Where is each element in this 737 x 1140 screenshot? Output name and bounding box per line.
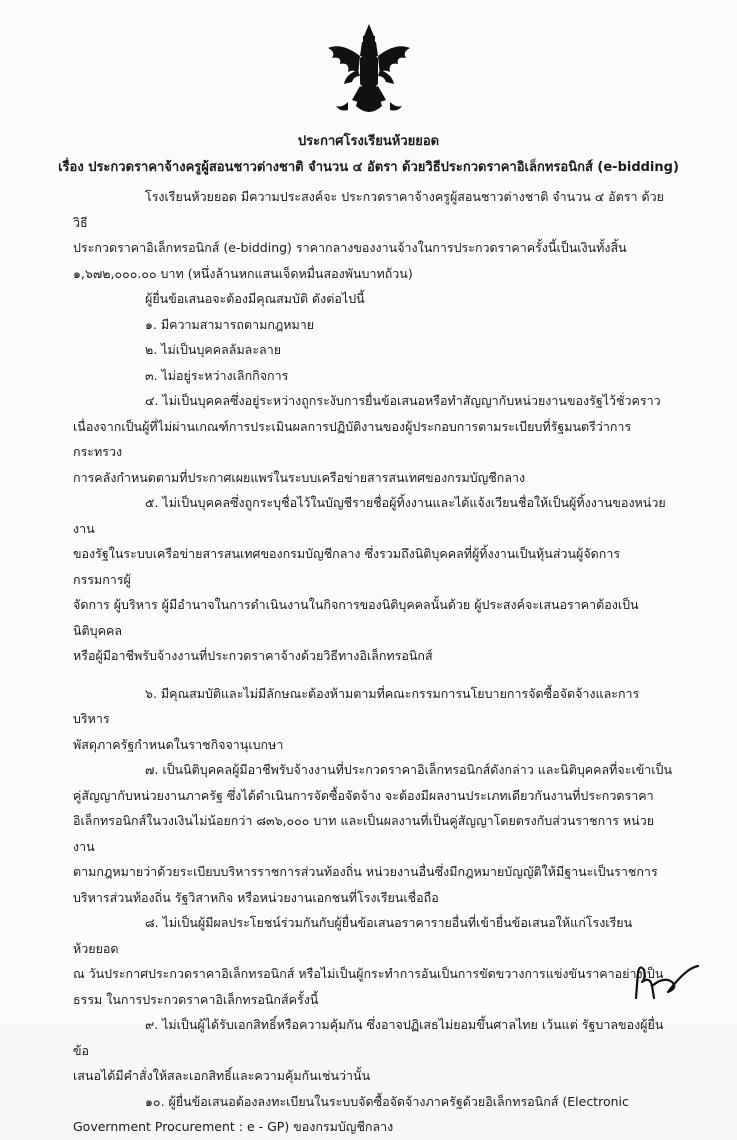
garuda-emblem-icon [322,22,416,120]
announcement-subject: เรื่อง ประกวดราคาจ้างครูผู้สอนชาวต่างชาติ จำนวน ๔ อัตรา ด้วยวิธีประกวดราคาอิเล็กทรอนิกส์ (e-bidding) [58,160,679,175]
document-body [73,184,673,1140]
announcement-organization: ประกาศโรงเรียนห้วยยอด [297,134,440,149]
qualification-item: ๙. ไม่เป็นผู้ได้รับเอกสิทธิ์หรือความคุ้มกัน ซึ่งอาจปฏิเสธไม่ยอมขึ้นศาลไทย เว้นแต่ รัฐบาลของผู้ยื่นข้อ [73,1017,664,1058]
qualification-item-cont: การคลังกำหนดตามที่ประกาศเผยแพร่ในระบบเครือข่ายสารสนเทศของกรมบัญชีกลาง [73,469,526,485]
qualification-item: ๑. มีความสามารถตามกฎหมาย [145,316,315,332]
qualification-item-cont: ธรรม ในการประกวดราคาอิเล็กทรอนิกส์ครั้งนี้ [73,991,319,1007]
qualification-item-cont: บริหารส่วนท้องถิ่น รัฐวิสาหกิจ หรือหน่วยงานเอกชนที่โรงเรียนเชื่อถือ [73,889,439,905]
qualification-item: ๘. ไม่เป็นผู้มีผลประโยชน์ร่วมกันกับผู้ยื่นข้อเสนอราคารายอื่นที่เข้ายื่นข้อเสนอให้แก่โรงเรียนห้วยยอด [73,915,633,956]
qualification-item-cont: ของรัฐในระบบเครือข่ายสารสนเทศของกรมบัญชีกลาง ซึ่งรวมถึงนิติบุคคลที่ผู้ทิ้งงานเป็นหุ้นส่วนผู้จัดการ กรรมการผู้ [73,546,621,587]
qualification-item-cont: หรือผู้มีอาชีพรับจ้างงานที่ประกวดราคาจ้างด้วยวิธีทางอิเล็กทรอนิกส์ [73,648,433,663]
qualification-item-cont: คู่สัญญากับหน่วยงานภาครัฐ ซึ่งได้ดำเนินการจัดซื้อจัดจ้าง จะต้องมีผลงานประเภทเดียวกันงานที่ประกวดราคา [73,787,654,803]
qualification-item-cont: ตามกฎหมายว่าด้วยระเบียบบริหารราชการส่วนท้องถิ่น หน่วยงานอื่นซึ่งมีกฎหมายบัญญัติให้มีฐานะเป็นราชการ [73,864,658,879]
qualification-item-cont: Government Procurement : e - GP) ของกรมบัญชีกลาง [73,1119,394,1134]
qualification-item-cont: เสนอได้มีคำสั่งให้สละเอกสิทธิ์และความคุ้มกันเช่นว่านั้น [73,1068,371,1083]
qualification-item-cont: เนื่องจากเป็นผู้ที่ไม่ผ่านเกณฑ์การประเมินผลการปฏิบัติงานของผู้ประกอบการตามระเบียบที่รัฐมนตรีว่าการกระทรวง [73,418,632,459]
qualification-item-cont: พัสดุภาครัฐกำหนดในราชกิจจานุเบกษา [73,736,284,752]
qualification-item: ๓. ไม่อยู่ระหว่างเลิกกิจการ [145,367,289,383]
spacer [73,669,673,681]
qualification-item: ๒. ไม่เป็นบุคคลล้มละลาย [145,342,282,357]
qualification-item: ๖. มีคุณสมบัติและไม่มีลักษณะต้องห้ามตามที่คณะกรรมการนโยบายการจัดซื้อจัดจ้างและการบริหาร [73,685,640,726]
intro-line: ประกวดราคาอิเล็กทรอนิกส์ (e-bidding) ราคากลางของงานจ้างในการประกวดราคาครั้งนี้เป็นเงินทั้งสิ้น [73,240,627,255]
qualification-item-cont: ณ วันประกาศประกวดราคาอิเล็กทรอนิกส์ หรือไม่เป็นผู้กระทำการอันเป็นการขัดขวางการแข่งขันราคาอย่างเป็น [73,966,664,981]
qualification-item-cont: จัดการ ผู้บริหาร ผู้มีอำนาจในการดำเนินงานในกิจการของนิติบุคคลนั้นด้วย ผู้ประสงค์จะเสนอราคาต้องเป็นนิติบุคคล [73,597,639,638]
qualification-item: ๗. เป็นนิติบุคคลผู้มีอาชีพรับจ้างงานที่ประกวดราคาอิเล็กทรอนิกส์ดังกล่าว และนิติบุคคลที่จะเข้าเป็น [145,762,673,777]
intro-line: ๑,๖๗๒,๐๐๐.๐๐ บาท (หนึ่งล้านหกแสนเจ็ดหมื่นสองพันบาทถ้วน) [73,265,413,281]
signature-initials-icon [628,958,700,1004]
qualification-item: ๔. ไม่เป็นบุคคลซึ่งอยู่ระหว่างถูกระงับการยื่นข้อเสนอหรือทำสัญญากับหน่วยงานของรัฐไว้ชั่วคราว [145,393,661,408]
qualification-item: ๕. ไม่เป็นบุคคลซึ่งถูกระบุชื่อไว้ในบัญชีรายชื่อผู้ทิ้งงานและได้แจ้งเวียนชื่อให้เป็นผู้ทิ้งงานของหน่วยงาน [73,495,666,536]
intro-line: โรงเรียนห้วยยอด มีความประสงค์จะ ประกวดราคาจ้างครูผู้สอนชาวต่างชาติ จำนวน ๔ อัตรา ด้วยวิธี [73,189,664,230]
qualification-item-cont: อิเล็กทรอนิกส์ในวงเงินไม่น้อยกว่า ๘๓๖,๐๐๐ บาท และเป็นผลงานที่เป็นคู่สัญญาโดยตรงกับส่วนราชการ หน่วยงาน [73,813,655,854]
qualification-item: ๑๐. ผู้ยื่นข้อเสนอต้องลงทะเบียนในระบบจัดซื้อจัดจ้างภาครัฐด้วยอิเล็กทรอนิกส์ (Electronic [145,1093,629,1109]
qualifications-heading: ผู้ยื่นข้อเสนอจะต้องมีคุณสมบัติ ดังต่อไปนี้ [145,291,365,306]
